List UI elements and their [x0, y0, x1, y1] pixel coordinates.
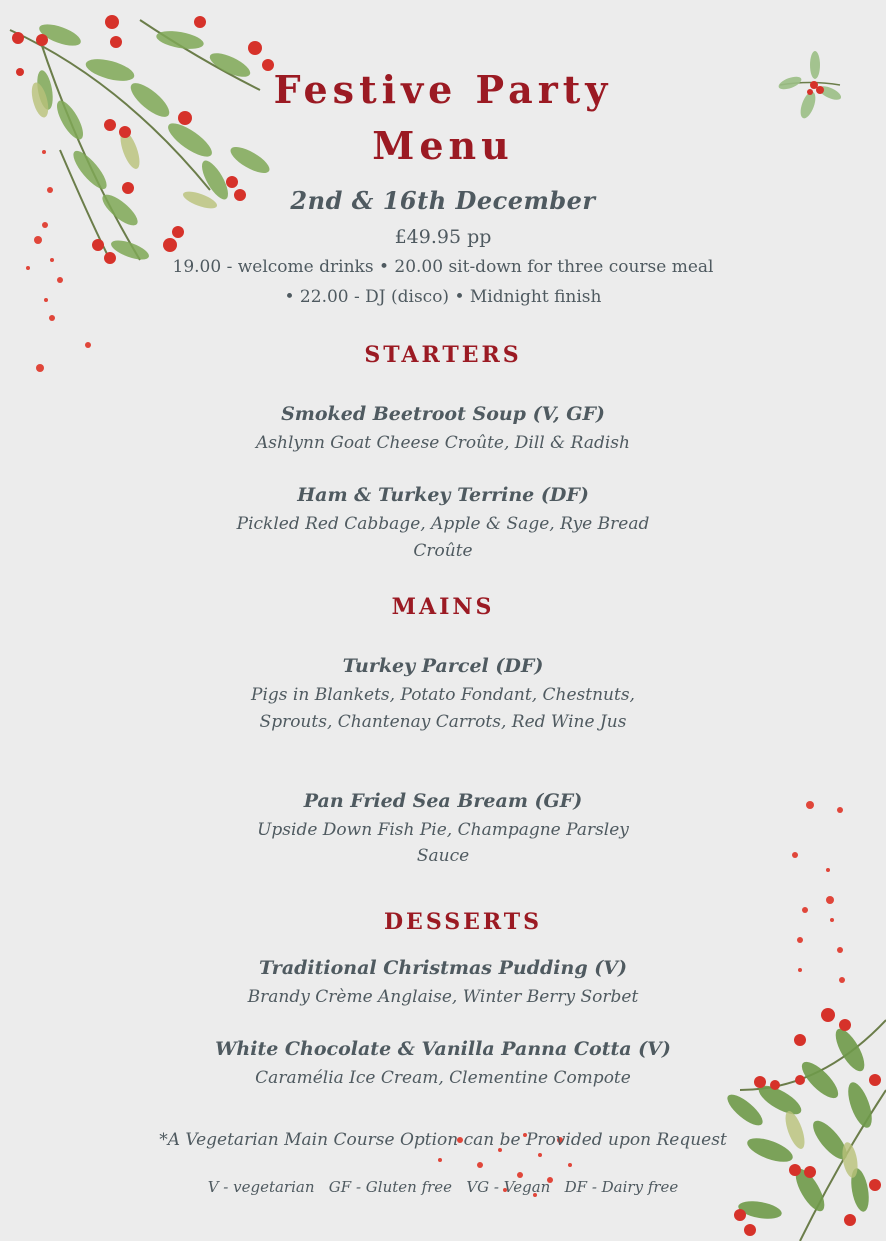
- dish-description: Pickled Red Cabbage, Apple & Sage, Rye Bread: [236, 514, 650, 534]
- dish-name: Ham & Turkey Terrine (DF): [297, 484, 589, 506]
- menu-title-line-2: Menu: [372, 123, 514, 168]
- section-heading-starters: STARTERS: [364, 342, 522, 368]
- dish-description: Pigs in Blankets, Potato Fondant, Chestnuts,: [251, 685, 635, 705]
- dish-description: Brandy Crème Anglaise, Winter Berry Sorbet: [247, 987, 639, 1007]
- dish-description: Sprouts, Chantenay Carrots, Red Wine Jus: [259, 712, 627, 732]
- price: £49.95 pp: [394, 226, 492, 248]
- section-heading-desserts: DESSERTS: [383, 909, 543, 935]
- menu-title-line-1: Festive Party: [273, 67, 613, 112]
- dish-description: Croûte: [413, 541, 473, 561]
- dish-name: Turkey Parcel (DF): [342, 655, 544, 677]
- dish-name: Traditional Christmas Pudding (V): [259, 957, 627, 979]
- vegetarian-footnote: *A Vegetarian Main Course Option can be Provided upon Request: [159, 1130, 727, 1150]
- event-dates: 2nd & 16th December: [290, 186, 596, 215]
- dish-description: Caramélia Ice Cream, Clementine Compote: [255, 1068, 631, 1088]
- dish-description: Sauce: [416, 846, 470, 866]
- schedule-line-2: • 22.00 - DJ (disco) • Midnight finish: [284, 287, 602, 307]
- section-heading-mains: MAINS: [391, 594, 495, 620]
- dish-name: Smoked Beetroot Soup (V, GF): [281, 403, 605, 425]
- dish-name: White Chocolate & Vanilla Panna Cotta (V): [215, 1038, 671, 1060]
- dish-name: Pan Fried Sea Bream (GF): [303, 790, 583, 812]
- schedule-line-1: 19.00 - welcome drinks • 20.00 sit-down for three course meal: [172, 257, 714, 277]
- dietary-legend: V - vegetarian GF - Gluten free VG - Vegan DF - Dairy free: [207, 1178, 679, 1196]
- dish-description: Upside Down Fish Pie, Champagne Parsley: [257, 820, 629, 840]
- dish-description: Ashlynn Goat Cheese Croûte, Dill & Radish: [256, 433, 630, 453]
